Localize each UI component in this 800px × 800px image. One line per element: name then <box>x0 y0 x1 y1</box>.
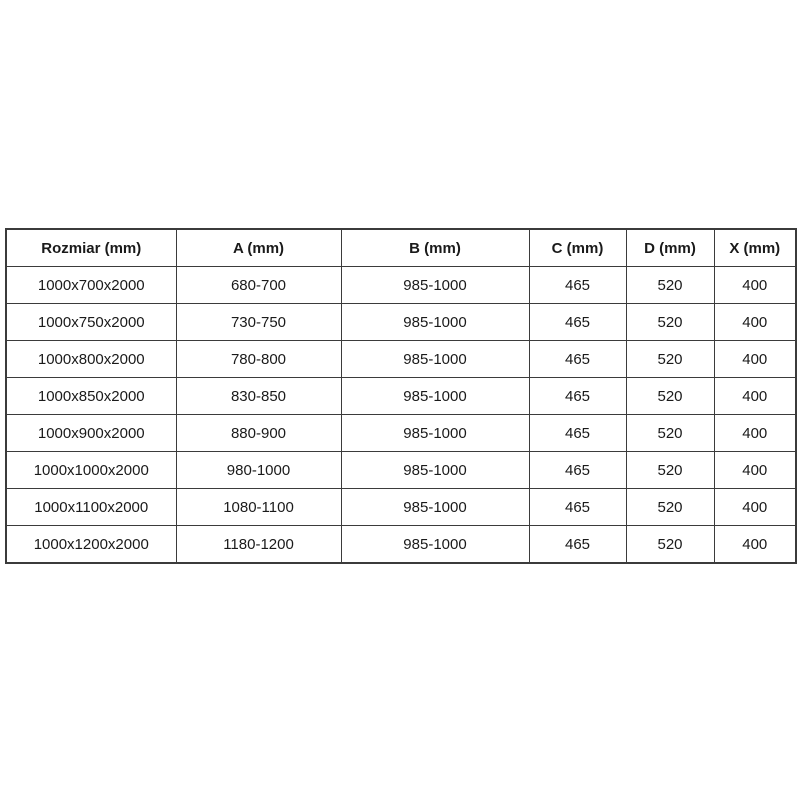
table-header-row <box>6 229 796 267</box>
dimensions-table-container <box>5 228 795 564</box>
table-cell-a: 730-750 <box>176 304 341 341</box>
column-header-b: B (mm) <box>341 229 529 267</box>
table-cell-a: 1180-1200 <box>176 526 341 564</box>
column-header-x: X (mm) <box>714 229 796 267</box>
table-cell-b: 985-1000 <box>341 526 529 564</box>
table-cell-c: 465 <box>529 489 626 526</box>
table-row <box>6 304 796 341</box>
table-cell-c: 465 <box>529 378 626 415</box>
column-header-a: A (mm) <box>176 229 341 267</box>
table-cell-c: 465 <box>529 267 626 304</box>
table-cell-rozmiar: 1000x900x2000 <box>6 415 176 452</box>
table-cell-x: 400 <box>714 304 796 341</box>
table-cell-x: 400 <box>714 452 796 489</box>
table-row <box>6 378 796 415</box>
table-cell-x: 400 <box>714 526 796 564</box>
table-row <box>6 452 796 489</box>
table-cell-c: 465 <box>529 304 626 341</box>
table-cell-b: 985-1000 <box>341 267 529 304</box>
table-row <box>6 267 796 304</box>
table-cell-rozmiar: 1000x850x2000 <box>6 378 176 415</box>
table-cell-a: 780-800 <box>176 341 341 378</box>
table-row <box>6 415 796 452</box>
table-cell-rozmiar: 1000x1100x2000 <box>6 489 176 526</box>
table-cell-d: 520 <box>626 489 714 526</box>
table-cell-b: 985-1000 <box>341 489 529 526</box>
table-cell-d: 520 <box>626 267 714 304</box>
dimensions-table <box>5 228 797 564</box>
table-cell-a: 980-1000 <box>176 452 341 489</box>
table-cell-x: 400 <box>714 415 796 452</box>
table-cell-b: 985-1000 <box>341 378 529 415</box>
table-cell-c: 465 <box>529 452 626 489</box>
table-row <box>6 489 796 526</box>
column-header-c: C (mm) <box>529 229 626 267</box>
table-cell-x: 400 <box>714 341 796 378</box>
table-cell-b: 985-1000 <box>341 452 529 489</box>
table-cell-a: 680-700 <box>176 267 341 304</box>
table-cell-rozmiar: 1000x700x2000 <box>6 267 176 304</box>
table-cell-rozmiar: 1000x1000x2000 <box>6 452 176 489</box>
table-cell-rozmiar: 1000x800x2000 <box>6 341 176 378</box>
table-cell-a: 1080-1100 <box>176 489 341 526</box>
table-cell-a: 830-850 <box>176 378 341 415</box>
table-body <box>6 267 796 564</box>
column-header-rozmiar: Rozmiar (mm) <box>6 229 176 267</box>
table-row <box>6 526 796 564</box>
table-cell-rozmiar: 1000x1200x2000 <box>6 526 176 564</box>
table-cell-d: 520 <box>626 415 714 452</box>
table-cell-b: 985-1000 <box>341 304 529 341</box>
table-row <box>6 341 796 378</box>
table-cell-d: 520 <box>626 452 714 489</box>
table-cell-d: 520 <box>626 378 714 415</box>
table-cell-c: 465 <box>529 526 626 564</box>
column-header-d: D (mm) <box>626 229 714 267</box>
table-cell-a: 880-900 <box>176 415 341 452</box>
table-cell-d: 520 <box>626 526 714 564</box>
table-cell-b: 985-1000 <box>341 415 529 452</box>
table-cell-rozmiar: 1000x750x2000 <box>6 304 176 341</box>
table-cell-b: 985-1000 <box>341 341 529 378</box>
table-cell-x: 400 <box>714 489 796 526</box>
table-cell-c: 465 <box>529 415 626 452</box>
table-cell-d: 520 <box>626 304 714 341</box>
table-cell-x: 400 <box>714 267 796 304</box>
table-cell-x: 400 <box>714 378 796 415</box>
table-cell-d: 520 <box>626 341 714 378</box>
table-cell-c: 465 <box>529 341 626 378</box>
